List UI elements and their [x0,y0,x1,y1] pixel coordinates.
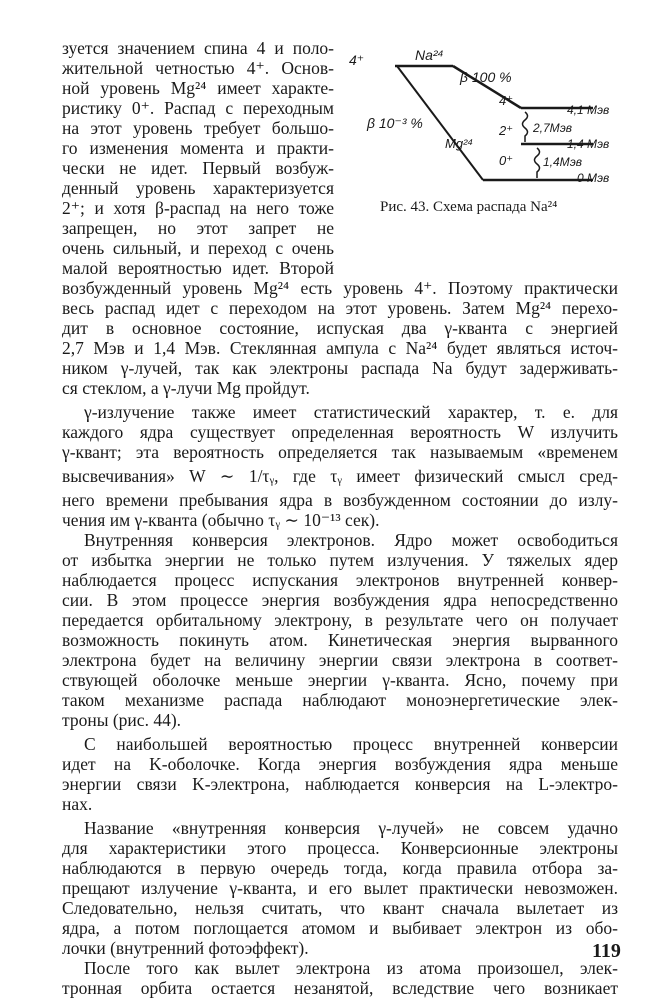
text-line: С наибольшей вероятностью процесс внутренней конверсии [84,734,618,754]
text-line: наблюдается процесс испускания электронов внутренней конвер- [62,570,618,590]
text-line: от избытка энергии не только путем излучения. У тяжелых ядер [62,550,618,570]
text-line: ся стеклом, а γ-лучи Mg пройдут. [62,378,310,398]
decay-scheme-diagram [335,40,635,200]
level-4-spin-label: 4⁺ [499,93,514,108]
figure-caption: Рис. 43. Схема распада Na²⁴ [380,199,558,215]
text-line: ядра, а потом поглощается атомом и выбивает электрон из обо- [62,918,618,938]
page-number: 119 [592,940,621,962]
text-line: него времени пребывания ядра в возбужденном состоянии до излу- [62,490,618,510]
text-line: Название «внутренняя конверсия γ-лучей» не совсем удачно [84,818,618,838]
text-line: нах. [62,794,93,814]
text-line: ной уровень Mg²⁴ имеет характе- [62,78,334,98]
text-line: возбужденный уровень Mg²⁴ есть уровень 4⁺. Поэтому практически [62,278,618,298]
text-line: дит в основное состояние, испуская два γ-кванта с энергией [62,318,618,338]
text-line: ствующей оболочке меньше энергии γ-кванта. Ясно, почему при [62,670,618,690]
text-line: возможность покинуть атом. Кинетическая энергия вырванного [62,630,618,650]
level-2-spin-label: 2⁺ [499,123,514,138]
text-line: лочки (внутренний фотоэффект). [62,938,309,958]
text-line: весь распад идет с переходом на этот уровень. Затем Mg²⁴ перехо- [62,298,618,318]
text-line: очень сильный, и переход с очень [62,238,334,258]
text-line: на этот уровень требует большо- [62,118,334,138]
text-line: чения им γ-кванта (обычно τᵧ ∼ 10⁻¹³ сек). [62,510,380,530]
text-line: для характеристики этого процесса. Конверсионные электроны [62,838,618,858]
text-line: γ-излучение также имеет статистический характер, т. е. для [84,402,618,422]
text-line: высвечивания» W ∼ 1/τᵧ, где τᵧ имеет физический смысл сред- [62,466,618,486]
text-line: γ-квант; эта вероятность определяется так называемым «временем [62,442,618,462]
text-line: ником γ-лучей, так как электроны распада Na будут задерживать- [62,358,618,378]
energy-level-0-label: 0 Мэв [577,171,610,185]
text-line: наблюдаются в первую очередь тогда, когда правила отбора за- [62,858,618,878]
text-line: каждого ядра существует определенная вероятность W излучить [62,422,618,442]
text-line: денный уровень характеризуется [62,178,334,198]
beta-small-label: β 10⁻³ % [367,115,423,131]
text-line: чески не идет. Первый возбуж- [62,158,334,178]
text-line: ристику 0⁺. Распад с переходным [62,98,334,118]
gamma-wave-lower [535,148,540,178]
text-line: малой вероятностью идет. Второй [62,258,334,278]
text-line: зуется значением спина 4 и поло- [62,38,334,58]
text-line: прещают излучение γ-кванта, и его вылет практически невозможен. [62,878,618,898]
energy-level-2-label: 1,4 Мэв [567,137,610,151]
text-line: тронная орбита остается незанятой, вследствие чего возникает [62,978,618,998]
na24-spin-label: 4⁺ [349,52,365,68]
text-line: таком механизме распада наблюдают моноэнергетические элек- [62,690,618,710]
gap-upper-label: 2,7Мэв [533,121,572,135]
text-line: Следовательно, нельзя считать, что квант сначала вылетает из [62,898,618,918]
text-line: электрона будет на величину энергии связи электрона в соответ- [62,650,618,670]
na24-name-label: Na²⁴ [415,47,444,63]
text-line: го изменения момента и практи- [62,138,334,158]
text-line: троны (рис. 44). [62,710,182,730]
beta-main-label: β 100 % [460,69,512,85]
text-line: передается орбитальному электрону, в результате чего он получает [62,610,618,630]
level-0-spin-label: 0⁺ [499,153,514,168]
text-line: идет на K-оболочке. Когда энергия возбуждения ядра меньше [62,754,618,774]
text-line: энергии связи K-электрона, наблюдается конверсия на L-электро- [62,774,618,794]
mg24-name-label: Mg²⁴ [445,136,474,151]
text-line: После того как вылет электрона из атома произошел, элек- [84,958,618,978]
text-line: 2⁺; и хотя β-распад на него тоже [62,198,334,218]
text-line: сии. В этом процессе энергия возбуждения ядра непосредственно [62,590,618,610]
section-heading-line: Внутренняя конверсия электронов. Ядро может освободиться [84,530,618,550]
text-line: запрещен, но этот запрет не [62,218,334,238]
text-line: 2,7 Мэв и 1,4 Мэв. Стеклянная ампула с Na²⁴ будет являться источ- [62,338,618,358]
text-line: жительной четностью 4⁺. Основ- [62,58,334,78]
gap-lower-label: 1,4Мэв [543,155,582,169]
energy-level-4-label: 4,1 Мэв [567,103,610,117]
gamma-wave-upper [523,112,528,142]
